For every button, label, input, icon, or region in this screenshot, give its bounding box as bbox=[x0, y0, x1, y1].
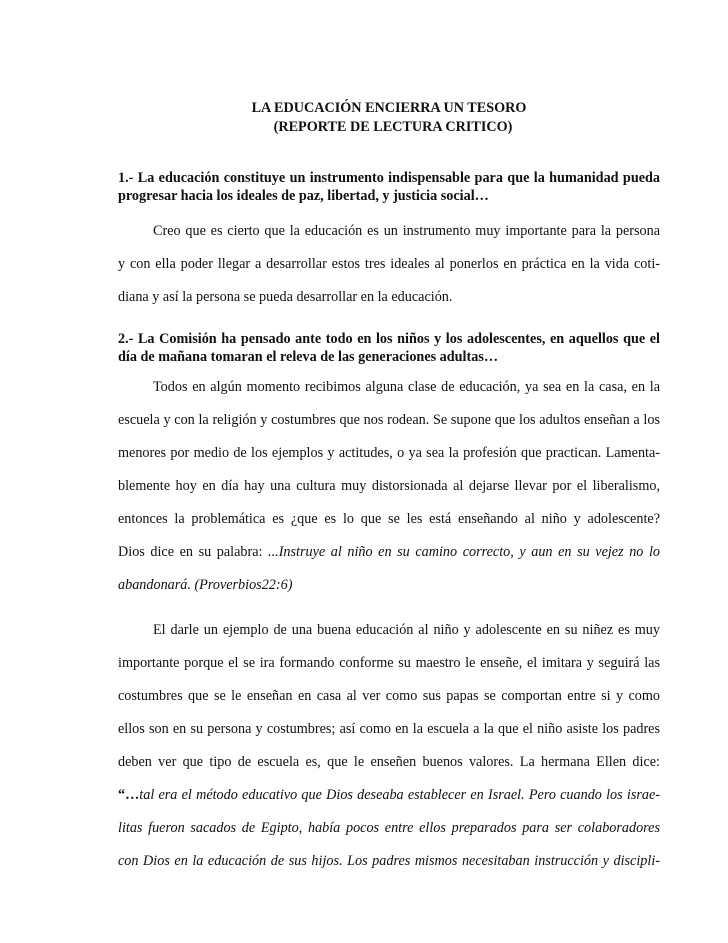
section2-heading-line1: 2.- La Comisión ha pensado ante todo en los niños y los adolescentes, en aquellos que el bbox=[118, 331, 660, 347]
section2-heading-line2: día de mañana tomaran el releva de las generaciones adultas… bbox=[118, 349, 499, 365]
section3-text-line4: ellos son en su persona y costumbres; así como en la escuela a la que el niño asiste los padres bbox=[118, 721, 660, 737]
section1-heading-line2: progresar hacia los ideales de paz, libertad, y justicia social… bbox=[118, 188, 489, 204]
section2-text-line3: menores por medio de los ejemplos y actitudes, o ya sea la profesión que practican. Lamenta- bbox=[118, 445, 660, 461]
ellen-quote-line3: con Dios en la educación de sus hijos. Los padres mismos necesitaban instrucción y discipli- bbox=[118, 853, 660, 869]
bible-quote: ...Instruye al niño en su camino correcto, y aun en su vejez no lo bbox=[268, 544, 661, 560]
bible-quote-reference: abandonará. (Proverbios22:6) bbox=[118, 577, 293, 593]
quote-open-mark: “… bbox=[118, 787, 140, 803]
section3-text-line3: costumbres que se le enseñan en casa al ver como sus papas se comportan entre si y como bbox=[118, 688, 660, 704]
ellen-quote-line1: tal era el método educativo que Dios deseaba establecer en Israel. Pero cuando los israe- bbox=[139, 787, 660, 803]
ellen-quote-line2: litas fueron sacados de Egipto, había pocos entre ellos preparados para ser colaboradores bbox=[118, 820, 660, 836]
section2-text-line1: Todos en algún momento recibimos alguna clase de educación, ya sea en la casa, en la bbox=[153, 379, 660, 395]
section3-text-line2: importante porque el se ira formando conforme su maestro le enseñe, el imitara y seguirá las bbox=[118, 655, 660, 671]
section1-text-line3: diana y así la persona se pueda desarrollar en la educación. bbox=[118, 289, 453, 305]
section3-text-line6 bbox=[118, 786, 660, 804]
section2-text-line4: blemente hoy en día hay una cultura muy distorsionada al dejarse llevar por el liberalismo, bbox=[118, 478, 660, 494]
section2-text-line5: entonces la problemática es ¿que es lo que se les está enseñando al niño y adolescente? bbox=[118, 511, 660, 527]
section2-text-line6-plain: Dios dice en su palabra: bbox=[118, 544, 269, 560]
section1-text-line1: Creo que es cierto que la educación es un instrumento muy importante para la persona bbox=[153, 223, 660, 239]
section2-text-line6 bbox=[118, 543, 660, 561]
section2-text-line2: escuela y con la religión y costumbres que nos rodean. Se supone que los adultos enseñan a los bbox=[118, 412, 660, 428]
section1-heading-line1: 1.- La educación constituye un instrumento indispensable para que la humanidad pueda bbox=[118, 170, 660, 186]
document-subtitle: (REPORTE DE LECTURA CRITICO) bbox=[273, 119, 513, 135]
section3-text-line5: deben ver que tipo de escuela es, que le enseñen buenos valores. La hermana Ellen dice: bbox=[118, 754, 660, 770]
document-title: LA EDUCACIÓN ENCIERRA UN TESORO bbox=[251, 100, 527, 116]
section3-text-line1: El darle un ejemplo de una buena educación al niño y adolescente en su niñez es muy bbox=[153, 622, 660, 638]
section1-text-line2: y con ella poder llegar a desarrollar estos tres ideales al ponerlos en práctica en la vida coti- bbox=[118, 256, 660, 272]
